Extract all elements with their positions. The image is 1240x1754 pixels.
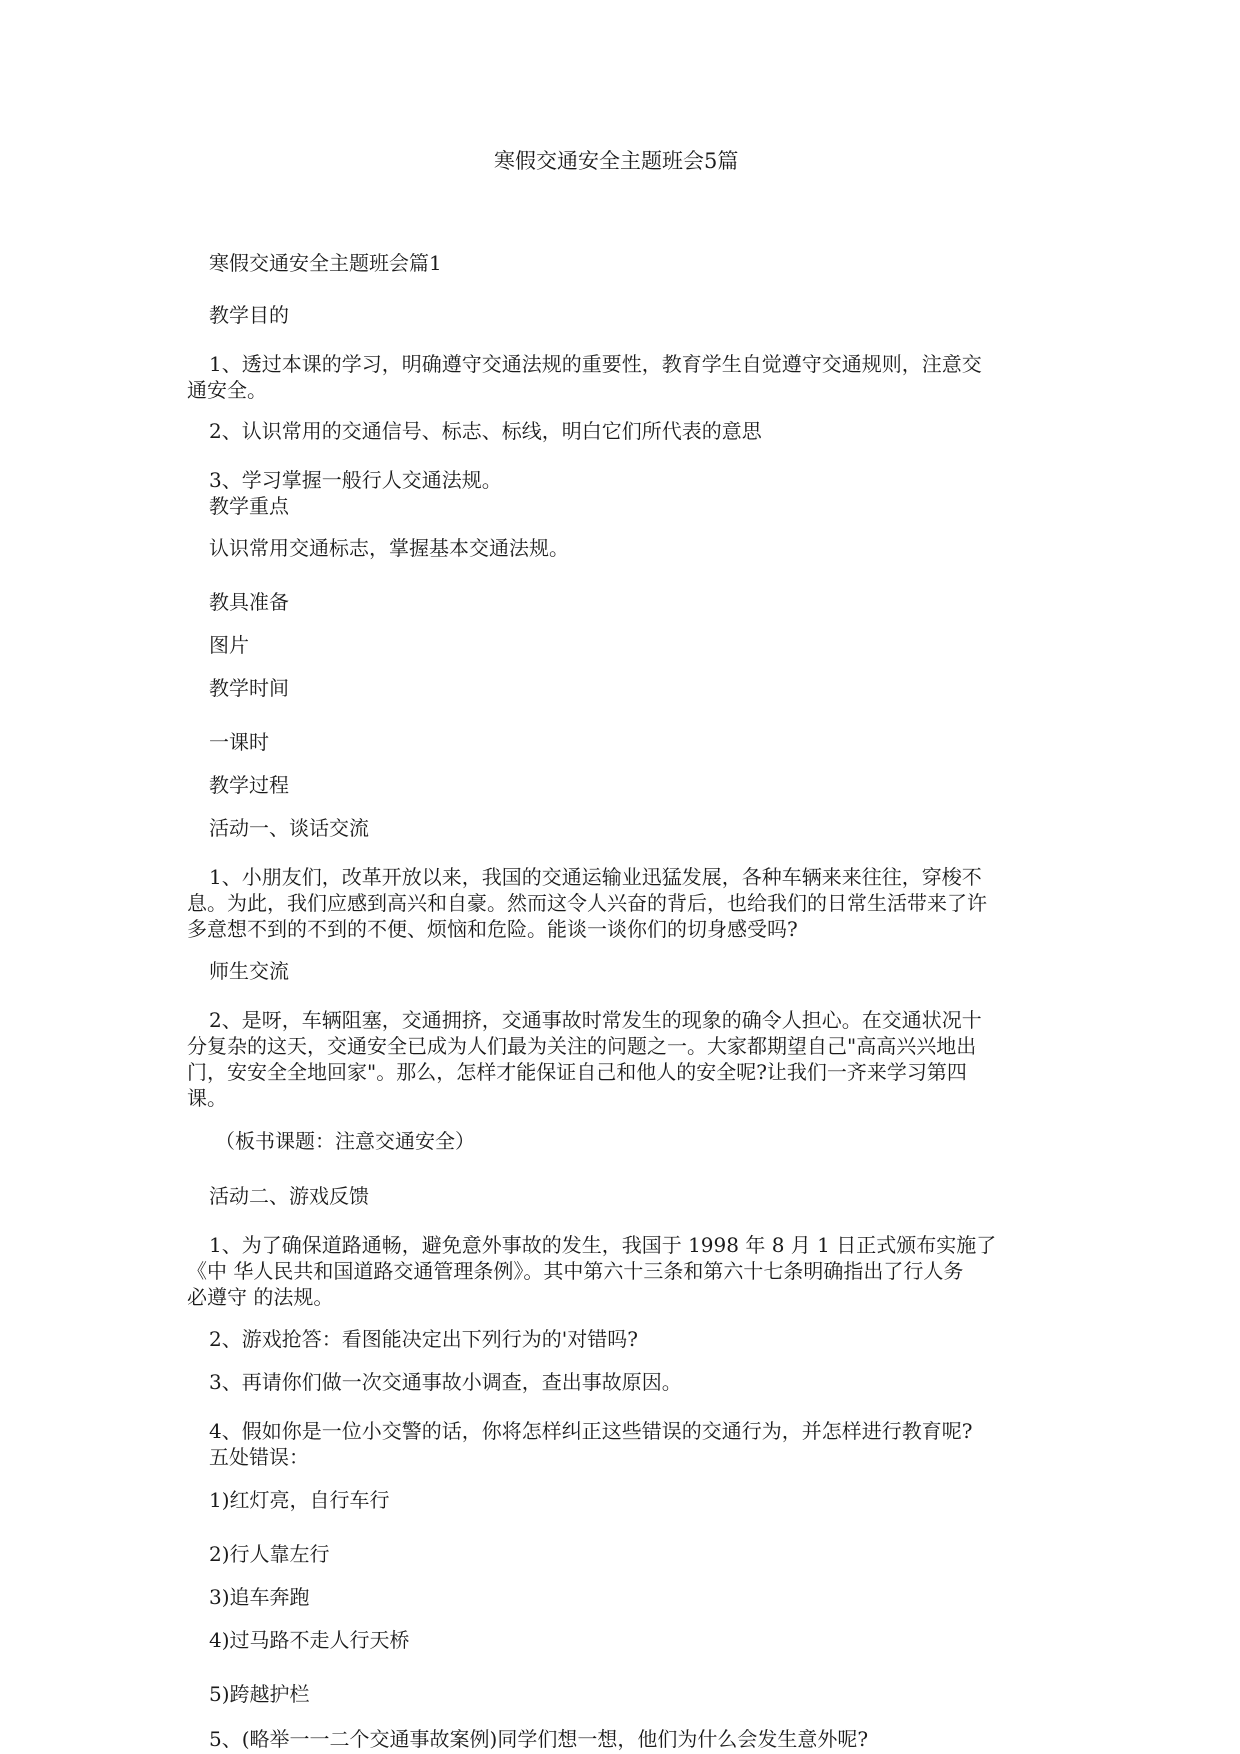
paragraph-line: 教具准备 <box>209 590 289 614</box>
paragraph-line: （板书课题：注意交通安全） <box>215 1129 475 1153</box>
paragraph-line: 息。为此，我们应感到高兴和自豪。然而这令人兴奋的背后，也给我们的日常生活带来了许 <box>187 891 987 915</box>
paragraph-line: 多意想不到的不到的不便、烦恼和危险。能谈一谈你们的切身感受吗? <box>187 917 798 941</box>
paragraph-line: 五处错误： <box>209 1445 309 1469</box>
paragraph-line: 图片 <box>209 633 249 657</box>
paragraph-line: 4、假如你是一位小交警的话，你将怎样纠正这些错误的交通行为，并怎样进行教育呢? <box>209 1419 973 1443</box>
paragraph-line: 分复杂的这天，交通安全已成为人们最为关注的问题之一。大家都期望自己"高高兴兴地出 <box>187 1034 977 1058</box>
list-item: 1)红灯亮，自行车行 <box>209 1488 390 1512</box>
paragraph-line: 5、(略举一一二个交通事故案例)同学们想一想，他们为什么会发生意外呢? <box>209 1727 869 1751</box>
paragraph-line: 教学重点 <box>209 494 289 518</box>
paragraph-line: 1、透过本课的学习，明确遵守交通法规的重要性，教育学生自觉遵守交通规则，注意交 <box>209 352 982 376</box>
section-heading: 寒假交通安全主题班会篇1 <box>209 251 442 275</box>
list-item: 3)追车奔跑 <box>209 1585 310 1609</box>
paragraph-line: 教学过程 <box>209 773 289 797</box>
paragraph-line: 师生交流 <box>209 959 289 983</box>
list-item: 5)跨越护栏 <box>209 1682 310 1706</box>
paragraph-line: 活动二、游戏反馈 <box>209 1184 369 1208</box>
paragraph-line: 教学目的 <box>209 303 289 327</box>
list-item: 2)行人靠左行 <box>209 1542 330 1566</box>
list-item: 4)过马路不走人行天桥 <box>209 1628 410 1652</box>
page-title: 寒假交通安全主题班会5篇 <box>494 149 739 173</box>
paragraph-line: 通安全。 <box>187 378 267 402</box>
paragraph-line: 必遵守 的法规。 <box>187 1285 334 1309</box>
paragraph-line: 教学时间 <box>209 676 289 700</box>
paragraph-line: 1、小朋友们，改革开放以来，我国的交通运输业迅猛发展，各种车辆来来往往，穿梭不 <box>209 865 982 889</box>
paragraph-line: 课。 <box>187 1086 227 1110</box>
paragraph-line: 3、再请你们做一次交通事故小调查，查出事故原因。 <box>209 1370 682 1394</box>
paragraph-line: 《中 华人民共和国道路交通管理条例》。其中第六十三条和第六十七条明确指出了行人务 <box>187 1259 964 1283</box>
paragraph-line: 2、认识常用的交通信号、标志、标线，明白它们所代表的意思 <box>209 419 762 443</box>
paragraph-line: 活动一、谈话交流 <box>209 816 369 840</box>
paragraph-line: 认识常用交通标志，掌握基本交通法规。 <box>209 536 569 560</box>
paragraph-line: 1、为了确保道路通畅，避免意外事故的发生，我国于 1998 年 8 月 1 日正式颁布实施了 <box>209 1233 997 1257</box>
paragraph-line: 门，安安全全地回家"。那么，怎样才能保证自己和他人的安全呢?让我们一齐来学习第四 <box>187 1060 967 1084</box>
paragraph-line: 3、学习掌握一般行人交通法规。 <box>209 468 502 492</box>
paragraph-line: 2、游戏抢答：看图能决定出下列行为的'对错吗? <box>209 1327 638 1351</box>
paragraph-line: 2、是呀，车辆阻塞，交通拥挤，交通事故时常发生的现象的确令人担心。在交通状况十 <box>209 1008 982 1032</box>
paragraph-line: 一课时 <box>209 730 269 754</box>
